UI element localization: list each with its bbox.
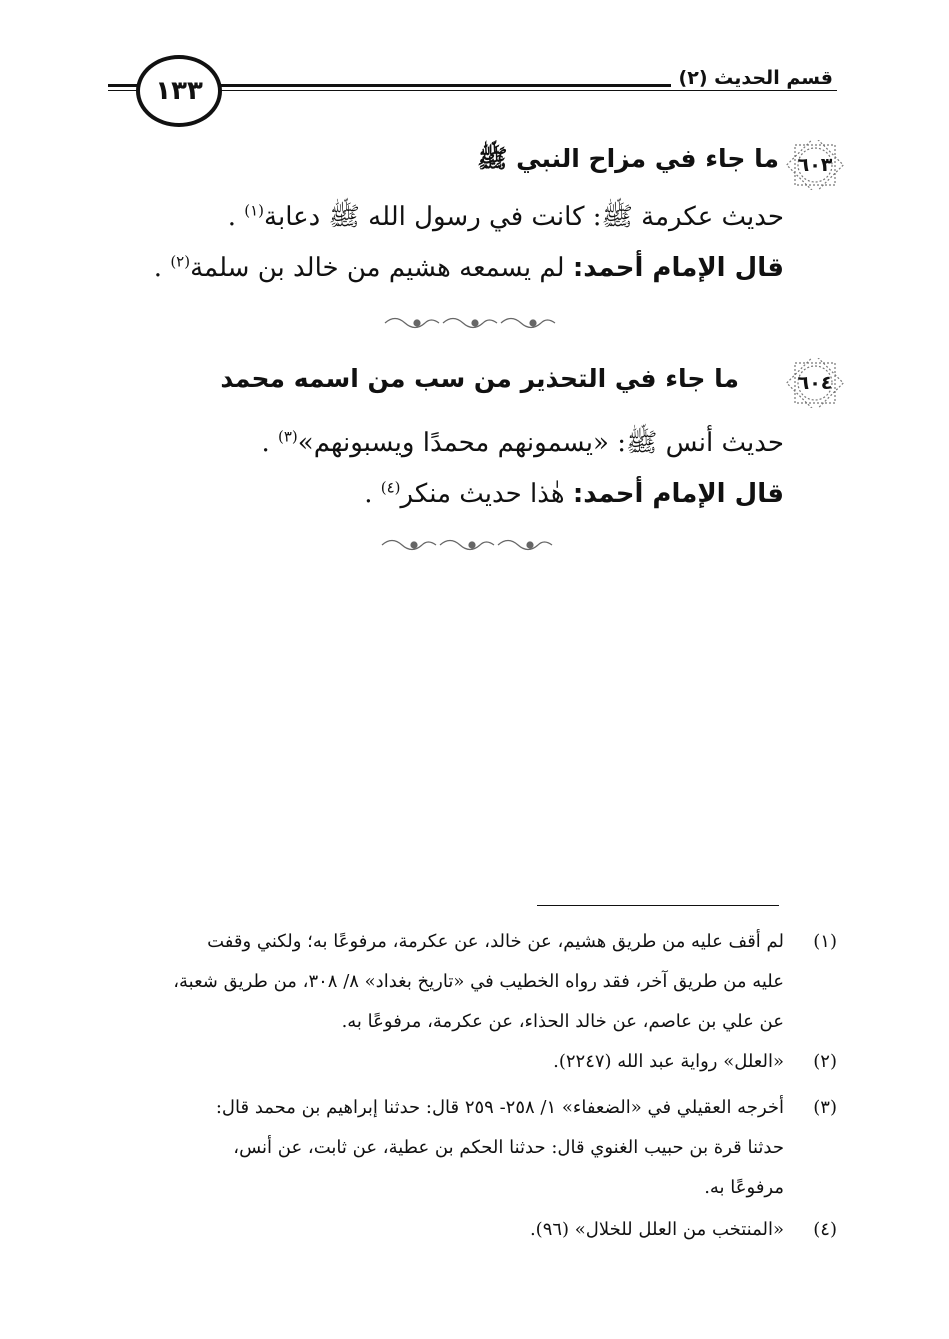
comment-label: قال الإمام أحمد: xyxy=(572,479,784,509)
section-number-badge xyxy=(785,140,845,190)
footnote-line: عن علي بن عاصم، عن خالد الحذاء، عن عكرمة، مرفوعًا به. xyxy=(341,1011,784,1032)
footnote-line: «المنتخب من العلل للخلال» (٩٦). xyxy=(529,1219,784,1240)
section-number-badge xyxy=(785,358,845,408)
hadith-line: حديث أنس ﷺ: «يسمونهم محمدًا ويسبونهم»$^{(٣)}$ . xyxy=(261,427,784,458)
hadith-line: حديث عكرمة ﷺ: كانت في رسول الله ﷺ دعابة$^{(١)}$ . xyxy=(227,201,784,232)
footnote-label: (٣) xyxy=(813,1097,837,1118)
footnote-2 xyxy=(108,1042,784,1082)
comment-text: لم يسمعه هشيم من خالد بن سلمة xyxy=(190,253,573,283)
section-number: ٦٠٣ xyxy=(797,154,833,176)
footnote-ref[interactable]: (٣) xyxy=(278,427,298,446)
footnote-separator xyxy=(537,905,779,906)
footnote-line: حدثنا قرة بن حبيب الغنوي قال: حدثنا الحكم بن عطية، عن ثابت، عن أنس، xyxy=(233,1137,784,1158)
footnote-line: مرفوعًا به. xyxy=(704,1177,784,1198)
page-number: ١٣٣ xyxy=(136,55,222,127)
footnote-line: أخرجه العقيلي في «الضعفاء» ١/ ٢٥٨- ٢٥٩ قال: حدثنا إبراهيم بن محمد قال: xyxy=(215,1097,784,1118)
imam-comment-line: قال الإمام أحمد: هٰذا حديث منكر$^{(٤)}$ . xyxy=(364,478,784,509)
comment-text: هٰذا حديث منكر xyxy=(400,479,573,509)
footnote-line: لم أقف عليه من طريق هشيم، عن خالد، عن عكرمة، مرفوعًا به؛ ولكني وقفت xyxy=(207,931,784,952)
imam-comment-line: قال الإمام أحمد: لم يسمعه هشيم من خالد بن سلمة$^{(٢)}$ . xyxy=(153,252,784,283)
footnote-ref[interactable]: (١) xyxy=(244,201,265,220)
footnote-1 xyxy=(108,922,784,1042)
footnote-label: (٢) xyxy=(813,1051,837,1072)
floral-divider-icon xyxy=(380,535,556,555)
footnote-3 xyxy=(108,1088,784,1208)
footnote-line: عليه من طريق آخر، فقد رواه الخطيب في «تاريخ بغداد» ٨/ ٣٠٨، من طريق شعبة، xyxy=(173,971,784,992)
section-title: ما جاء في التحذير من سب من اسمه محمد xyxy=(220,364,739,393)
footnote-4 xyxy=(108,1210,784,1250)
section-title: ما جاء في مزاح النبي ﷺ xyxy=(477,144,779,173)
footnote-ref[interactable]: (٤) xyxy=(380,478,401,497)
comment-label: قال الإمام أحمد: xyxy=(572,253,784,283)
footnote-label: (٤) xyxy=(813,1219,837,1240)
footnote-label: (١) xyxy=(813,931,837,952)
footnote-line: «العلل» رواية عبد الله (٢٢٤٧). xyxy=(553,1051,784,1072)
hadith-text: حديث عكرمة ﷺ: كانت في رسول الله ﷺ دعابة xyxy=(264,202,784,232)
running-title: قسم الحديث (٢) xyxy=(671,66,837,90)
hadith-text: حديث أنس ﷺ: «يسمونهم محمدًا ويسبونهم» xyxy=(297,428,784,458)
floral-divider-icon xyxy=(383,313,559,333)
footnote-ref[interactable]: (٢) xyxy=(170,252,191,271)
section-number: ٦٠٤ xyxy=(797,372,833,394)
